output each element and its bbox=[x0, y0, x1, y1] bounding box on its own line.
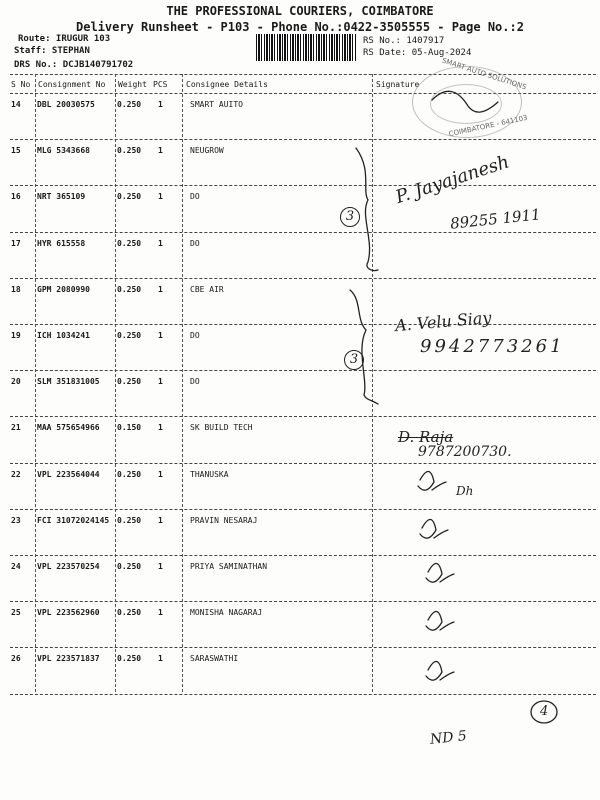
row-consignment-no: FCI 31072024145 bbox=[37, 515, 110, 525]
drs-number: DRS No.: DCJB140791702 bbox=[14, 60, 134, 70]
row-weight: 0.250 bbox=[117, 238, 142, 248]
row-sno: 14 bbox=[11, 100, 21, 109]
signature-1-phone: 89255 1911 bbox=[449, 205, 542, 233]
row-sno: 24 bbox=[11, 562, 21, 571]
header-sno: S No bbox=[11, 80, 31, 89]
initials-row-22: Dh bbox=[456, 484, 474, 498]
row-pcs: 1 bbox=[158, 377, 163, 387]
row-weight: 0.250 bbox=[117, 331, 142, 340]
row-weight: 0.250 bbox=[117, 469, 142, 479]
row-consignee: THANUSKA bbox=[190, 469, 229, 479]
signature-1-name: P. Jayajanesh bbox=[393, 151, 512, 208]
row-consignment-no: HYR 615558 bbox=[37, 238, 86, 248]
header-signature: Signature bbox=[376, 80, 420, 89]
row-pcs: 1 bbox=[158, 562, 163, 571]
row-sno: 18 bbox=[11, 284, 21, 294]
count-circle-1: 3 bbox=[340, 207, 360, 227]
row-consignment-no: DBL 20030575 bbox=[37, 100, 95, 109]
company-title: THE PROFESSIONAL COURIERS, COIMBATORE bbox=[166, 4, 434, 18]
row-pcs: 1 bbox=[158, 515, 163, 525]
row-sno: 17 bbox=[11, 238, 21, 248]
row-consignee: PRAVIN NESARAJ bbox=[190, 515, 258, 525]
row-pcs: 1 bbox=[158, 608, 163, 618]
row-consignment-no: MLG 5343668 bbox=[37, 146, 90, 156]
row-consignee: SMART AUITO bbox=[190, 100, 243, 109]
row-pcs: 1 bbox=[158, 331, 163, 340]
row-pcs: 1 bbox=[158, 192, 163, 202]
signature-2-phone: 9942773261 bbox=[420, 336, 565, 357]
row-weight: 0.250 bbox=[117, 192, 142, 202]
row-sno: 16 bbox=[11, 192, 21, 202]
row-consignee: SARASWATHI bbox=[190, 654, 239, 664]
row-consignee: PRIYA SAMINATHAN bbox=[190, 562, 268, 571]
row-sno: 23 bbox=[11, 515, 21, 525]
row-consignment-no: GPM 2080990 bbox=[37, 284, 90, 294]
row-consignee: DO bbox=[190, 192, 200, 202]
row-sno: 22 bbox=[11, 469, 21, 479]
footer-circle-number: 4 bbox=[540, 704, 549, 719]
row-weight: 0.250 bbox=[117, 377, 142, 387]
row-sno: 26 bbox=[11, 654, 21, 664]
signature-3-name: D. Raja bbox=[398, 428, 454, 446]
row-weight: 0.250 bbox=[117, 515, 142, 525]
header-consignee: Consignee Details bbox=[186, 80, 268, 89]
row-pcs: 1 bbox=[158, 469, 163, 479]
row-pcs: 1 bbox=[158, 238, 163, 248]
rs-date: RS Date: 05-Aug-2024 bbox=[363, 48, 472, 58]
stamp-text: SMART AUTO SOLUTIONS bbox=[440, 56, 528, 92]
row-weight: 0.250 bbox=[117, 562, 142, 571]
row-pcs: 1 bbox=[158, 284, 163, 294]
row-consignee: CBE AIR bbox=[190, 284, 224, 294]
row-consignment-no: VPL 223570254 bbox=[37, 562, 100, 571]
row-weight: 0.250 bbox=[117, 146, 142, 156]
runsheet-subtitle: Delivery Runsheet - P103 - Phone No.:0422-3505555 - Page No.:2 bbox=[76, 20, 524, 34]
row-consignment-no: MAA 575654966 bbox=[37, 423, 100, 433]
route-label: Route: IRUGUR 103 bbox=[18, 34, 111, 44]
row-pcs: 1 bbox=[158, 100, 163, 109]
row-sno: 20 bbox=[11, 377, 21, 387]
row-weight: 0.250 bbox=[117, 100, 142, 109]
header-weight: Weight bbox=[118, 80, 147, 89]
row-pcs: 1 bbox=[158, 654, 163, 664]
row-consignee: DO bbox=[190, 331, 200, 340]
row-consignee: MONISHA NAGARAJ bbox=[190, 608, 263, 618]
row-consignment-no: VPL 223564044 bbox=[37, 469, 100, 479]
row-consignment-no: ICH 1034241 bbox=[37, 331, 90, 340]
signature-2-name: A. Velu Siay bbox=[394, 307, 493, 336]
row-weight: 0.250 bbox=[117, 284, 142, 294]
count-circle-2: 3 bbox=[344, 350, 364, 370]
header-pcs: PCS bbox=[153, 80, 168, 89]
row-pcs: 1 bbox=[158, 146, 163, 156]
row-sno: 21 bbox=[11, 423, 21, 433]
row-weight: 0.250 bbox=[117, 654, 142, 664]
row-sno: 15 bbox=[11, 146, 21, 156]
header-consignment: Consignment No bbox=[38, 80, 106, 89]
row-weight: 0.250 bbox=[117, 608, 142, 618]
row-consignment-no: VPL 223562960 bbox=[37, 608, 100, 618]
row-sno: 25 bbox=[11, 608, 21, 618]
row-weight: 0.150 bbox=[117, 423, 142, 433]
footer-note: ND 5 bbox=[429, 728, 468, 748]
row-consignee: NEUGROW bbox=[190, 146, 224, 156]
row-consignee: DO bbox=[190, 377, 200, 387]
row-sno: 19 bbox=[11, 331, 21, 340]
staff-label: Staff: STEPHAN bbox=[14, 46, 90, 56]
row-consignment-no: VPL 223571837 bbox=[37, 654, 100, 664]
row-consignment-no: NRT 365109 bbox=[37, 192, 86, 202]
row-consignment-no: SLM 351831005 bbox=[37, 377, 100, 387]
row-consignee: SK BUILD TECH bbox=[190, 423, 253, 433]
row-consignee: DO bbox=[190, 238, 200, 248]
signature-3-phone: 9787200730. bbox=[418, 444, 512, 460]
stamp-subtext: COIMBATORE - 641103 bbox=[448, 113, 529, 139]
rs-number: RS No.: 1407917 bbox=[363, 36, 445, 46]
row-pcs: 1 bbox=[158, 423, 163, 433]
